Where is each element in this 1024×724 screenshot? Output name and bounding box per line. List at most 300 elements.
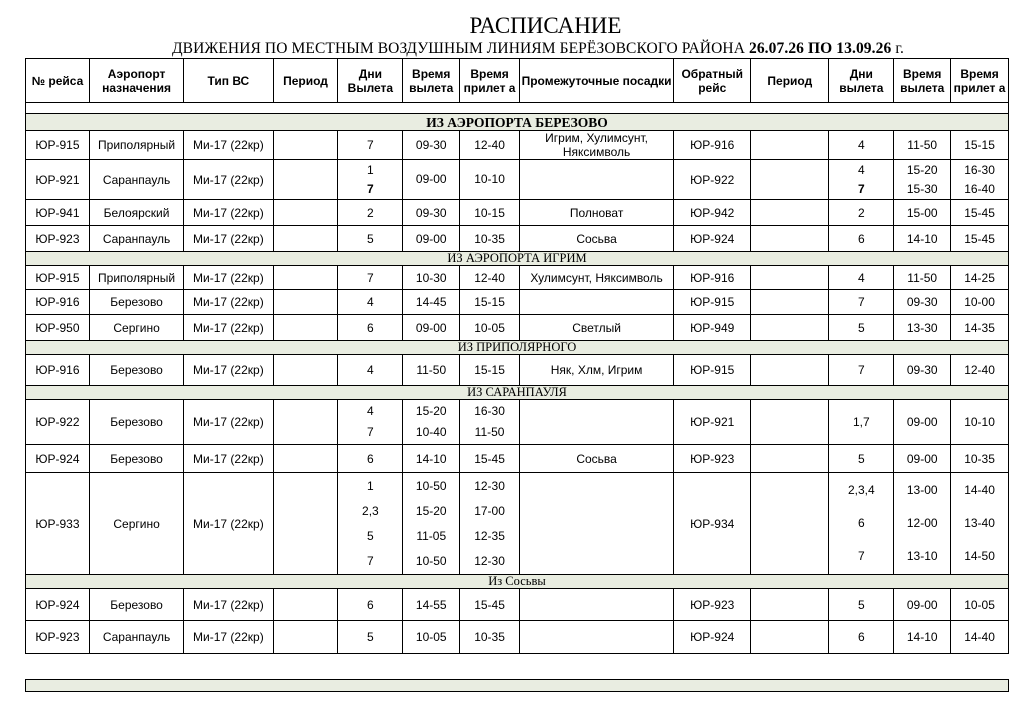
rdays-value: 5 xyxy=(857,451,865,466)
rarr-cell xyxy=(951,266,1009,290)
section-title: ИЗ АЭРОПОРТА БЕРЕЗОВО xyxy=(26,114,1009,131)
section-header xyxy=(26,252,1009,266)
period-cell xyxy=(273,226,338,252)
return-period-cell xyxy=(751,290,829,315)
rarr-value: 10-05 xyxy=(964,597,995,612)
type-cell: Ми-17 (22кр) xyxy=(184,400,273,445)
header-row xyxy=(26,59,1009,103)
arr-value: 15-45 xyxy=(474,451,505,466)
rarr-cell xyxy=(951,315,1009,341)
dep-value: 10-30 xyxy=(415,270,447,285)
arr-value: 11-50 xyxy=(474,425,505,439)
days-value: 5 xyxy=(367,630,374,644)
rdep-value: 11-50 xyxy=(907,138,938,152)
type-cell: Ми-17 (22кр) xyxy=(184,226,273,252)
days-value: 6 xyxy=(367,320,374,335)
section-header xyxy=(26,575,1009,589)
rdays-cell xyxy=(829,589,894,621)
col-return-departure: Время вылета xyxy=(894,59,951,103)
rdays-cell xyxy=(829,621,894,654)
section-gap-cell xyxy=(26,103,1009,114)
return-period-cell xyxy=(751,226,829,252)
stops-cell xyxy=(519,589,673,621)
page-title: РАСПИСАНИЕ xyxy=(469,13,622,38)
num-cell: ЮР-923 xyxy=(26,621,90,654)
dep-cell xyxy=(403,315,460,341)
dep-value: 09-30 xyxy=(415,138,447,152)
rdays-value: 6 xyxy=(857,630,865,644)
rdays-value: 1,7 xyxy=(852,415,870,429)
days-cell xyxy=(338,226,403,252)
dep-cell xyxy=(403,290,460,315)
rarr-value: 15-45 xyxy=(964,205,995,220)
return-period-cell xyxy=(751,131,829,160)
rdep-value: 13-10 xyxy=(906,549,938,563)
days-value: 7 xyxy=(367,425,374,439)
table-row xyxy=(26,131,1009,160)
num-cell: ЮР-950 xyxy=(26,315,90,341)
rdep-cell xyxy=(894,621,951,654)
days-value: 2,3 xyxy=(362,503,379,518)
rdays-cell xyxy=(829,200,894,226)
period-cell xyxy=(273,445,338,473)
dep-cell xyxy=(403,266,460,290)
rarr-cell xyxy=(951,131,1009,160)
rarr-value: 10-35 xyxy=(964,451,995,466)
stops-cell: Игрим, Хулимсунт, Няксимволь xyxy=(519,131,673,160)
days-cell xyxy=(338,445,403,473)
dep-value: 14-10 xyxy=(415,451,447,466)
ret-cell: ЮР-942 xyxy=(674,200,751,226)
arr-value: 12-35 xyxy=(474,528,505,543)
col-flight-number: № рейса xyxy=(26,59,90,103)
days-value: 7 xyxy=(367,138,374,152)
dest-cell: Березово xyxy=(89,400,183,445)
section-title: ИЗ АЭРОПОРТА ИГРИМ xyxy=(26,252,1009,266)
period-cell xyxy=(273,290,338,315)
dep-value: 10-05 xyxy=(415,630,447,644)
dep-value: 10-50 xyxy=(415,478,447,493)
type-cell: Ми-17 (22кр) xyxy=(184,355,273,386)
rarr-cell xyxy=(951,400,1009,445)
num-cell: ЮР-924 xyxy=(26,445,90,473)
days-cell xyxy=(338,131,403,160)
rarr-value: 10-10 xyxy=(964,415,995,429)
arr-cell xyxy=(460,473,520,575)
table-row xyxy=(26,290,1009,315)
arr-value: 15-15 xyxy=(474,363,505,377)
rdep-cell xyxy=(894,445,951,473)
rarr-cell xyxy=(951,621,1009,654)
table-row xyxy=(26,445,1009,473)
days-cell xyxy=(338,290,403,315)
rdays-value: 7 xyxy=(857,549,865,563)
stops-cell: Полноват xyxy=(519,200,673,226)
arr-value: 12-30 xyxy=(474,553,505,568)
dep-value: 10-50 xyxy=(415,553,447,568)
num-cell: ЮР-915 xyxy=(26,131,90,160)
rdep-cell xyxy=(894,355,951,386)
rdays-cell xyxy=(829,473,894,575)
col-departure: Время вылета xyxy=(403,59,460,103)
section-gap xyxy=(26,103,1009,114)
arr-value: 12-30 xyxy=(474,478,505,493)
return-period-cell xyxy=(751,200,829,226)
arr-value: 16-30 xyxy=(474,404,505,418)
days-cell xyxy=(338,589,403,621)
dest-cell: Березово xyxy=(89,355,183,386)
num-cell: ЮР-941 xyxy=(26,200,90,226)
rdays-cell xyxy=(829,400,894,445)
days-value: 1 xyxy=(367,162,374,177)
rarr-cell xyxy=(951,160,1009,200)
rdep-value: 14-10 xyxy=(906,231,938,246)
dest-cell: Сергино xyxy=(89,315,183,341)
period-cell xyxy=(273,266,338,290)
ret-cell: ЮР-922 xyxy=(674,160,751,200)
rarr-value: 14-50 xyxy=(964,549,995,563)
return-period-cell xyxy=(751,400,829,445)
dep-value: 10-40 xyxy=(415,425,447,439)
return-period-cell xyxy=(751,160,829,200)
stops-cell xyxy=(519,621,673,654)
table-row xyxy=(26,266,1009,290)
arr-value: 17-00 xyxy=(474,503,505,518)
arr-value: 10-10 xyxy=(474,172,505,186)
arr-cell xyxy=(460,621,520,654)
arr-value: 10-15 xyxy=(474,205,505,220)
rdep-cell xyxy=(894,160,951,200)
col-arrival: Время прилет а xyxy=(460,59,520,103)
type-cell: Ми-17 (22кр) xyxy=(184,160,273,200)
stops-cell: Няк, Хлм, Игрим xyxy=(519,355,673,386)
rarr-cell xyxy=(951,290,1009,315)
dep-value: 09-30 xyxy=(415,205,447,220)
ret-cell: ЮР-924 xyxy=(674,621,751,654)
rdep-cell xyxy=(894,473,951,575)
arr-value: 10-05 xyxy=(474,320,505,335)
days-cell xyxy=(338,160,403,200)
rarr-cell xyxy=(951,226,1009,252)
period-cell xyxy=(273,160,338,200)
days-cell xyxy=(338,473,403,575)
table-row xyxy=(26,400,1009,445)
table-row xyxy=(26,355,1009,386)
rdays-value: 2,3,4 xyxy=(847,483,875,497)
rdays-value: 5 xyxy=(857,320,865,335)
stops-cell xyxy=(519,290,673,315)
type-cell: Ми-17 (22кр) xyxy=(184,290,273,315)
days-value: 4 xyxy=(367,363,374,377)
arr-cell xyxy=(460,315,520,341)
rarr-value: 14-40 xyxy=(964,483,995,497)
type-cell: Ми-17 (22кр) xyxy=(184,589,273,621)
days-value: 4 xyxy=(367,404,374,418)
arr-value: 10-35 xyxy=(474,231,505,246)
return-period-cell xyxy=(751,315,829,341)
subtitle-main: ДВИЖЕНИЯ ПО МЕСТНЫМ ВОЗДУШНЫМ ЛИНИЯМ БЕРЁЗОВСКОГО РАЙОНА xyxy=(171,40,749,57)
rdays-cell xyxy=(829,445,894,473)
ret-cell: ЮР-923 xyxy=(674,445,751,473)
stops-cell xyxy=(519,160,673,200)
type-cell: Ми-17 (22кр) xyxy=(184,473,273,575)
rdep-cell xyxy=(894,226,951,252)
period-cell xyxy=(273,400,338,445)
dep-value: 15-20 xyxy=(415,404,447,418)
rarr-value: 15-15 xyxy=(964,138,995,152)
rdays-value: 4 xyxy=(857,138,865,152)
return-period-cell xyxy=(751,355,829,386)
dep-value: 14-45 xyxy=(415,295,447,309)
num-cell: ЮР-921 xyxy=(26,160,90,200)
rarr-value: 16-40 xyxy=(964,181,995,196)
rdep-value: 15-00 xyxy=(906,205,938,220)
dest-cell: Приполярный xyxy=(89,266,183,290)
rdep-cell xyxy=(894,290,951,315)
rdays-cell xyxy=(829,226,894,252)
dest-cell: Белоярский xyxy=(89,200,183,226)
dep-cell xyxy=(403,200,460,226)
rdays-cell xyxy=(829,266,894,290)
period-cell xyxy=(273,621,338,654)
stops-cell: Хулимсунт, Няксимволь xyxy=(519,266,673,290)
stops-cell xyxy=(519,400,673,445)
rarr-value: 10-00 xyxy=(964,295,995,309)
col-return-flight: Обратный рейс xyxy=(674,59,751,103)
dep-cell xyxy=(403,473,460,575)
col-return-days: Дни вылета xyxy=(829,59,894,103)
arr-value: 15-45 xyxy=(474,597,505,612)
table-footer-band xyxy=(25,679,1009,692)
return-period-cell xyxy=(751,589,829,621)
days-value: 6 xyxy=(367,597,374,612)
days-value: 7 xyxy=(367,181,374,196)
dep-cell xyxy=(403,445,460,473)
return-period-cell xyxy=(751,266,829,290)
arr-cell xyxy=(460,266,520,290)
days-cell xyxy=(338,400,403,445)
period-cell xyxy=(273,473,338,575)
section-title: Из Сосьвы xyxy=(26,575,1009,589)
rarr-value: 14-25 xyxy=(964,270,995,285)
rdep-cell xyxy=(894,589,951,621)
rdays-cell xyxy=(829,315,894,341)
table-row xyxy=(26,621,1009,654)
rdep-cell xyxy=(894,200,951,226)
rdays-value: 6 xyxy=(857,516,865,530)
rarr-value: 14-35 xyxy=(964,320,995,335)
schedule-table xyxy=(25,58,1009,654)
rdep-value: 15-30 xyxy=(906,181,938,196)
days-cell xyxy=(338,315,403,341)
days-value: 7 xyxy=(367,270,374,285)
rdays-cell xyxy=(829,160,894,200)
schedule-body xyxy=(26,103,1009,654)
arr-cell xyxy=(460,290,520,315)
dest-cell: Березово xyxy=(89,589,183,621)
dep-cell xyxy=(403,400,460,445)
rarr-cell xyxy=(951,355,1009,386)
dep-value: 11-05 xyxy=(416,528,447,543)
ret-cell: ЮР-915 xyxy=(674,355,751,386)
subtitle-dates: 26.07.26 ПО 13.09.26 xyxy=(748,40,892,57)
rdep-value: 09-00 xyxy=(906,415,938,429)
period-cell xyxy=(273,131,338,160)
return-period-cell xyxy=(751,621,829,654)
num-cell: ЮР-923 xyxy=(26,226,90,252)
dest-cell: Приполярный xyxy=(89,131,183,160)
num-cell: ЮР-916 xyxy=(26,355,90,386)
section-title: ИЗ САРАНПАУЛЯ xyxy=(26,386,1009,400)
rdep-value: 09-30 xyxy=(906,295,938,309)
rdep-cell xyxy=(894,315,951,341)
col-return-period: Период xyxy=(751,59,829,103)
arr-value: 15-15 xyxy=(474,295,505,309)
type-cell: Ми-17 (22кр) xyxy=(184,315,273,341)
section-header xyxy=(26,114,1009,131)
rdep-value: 12-00 xyxy=(906,516,938,530)
rdays-value: 2 xyxy=(857,205,865,220)
dest-cell: Саранпауль xyxy=(89,226,183,252)
rdays-value: 7 xyxy=(857,363,865,377)
days-value: 5 xyxy=(367,528,374,543)
dep-value: 11-50 xyxy=(416,363,447,377)
table-row xyxy=(26,473,1009,575)
ret-cell: ЮР-921 xyxy=(674,400,751,445)
stops-cell xyxy=(519,473,673,575)
days-cell xyxy=(338,200,403,226)
rarr-value: 14-40 xyxy=(964,630,995,644)
rarr-value: 15-45 xyxy=(964,231,995,246)
dep-cell xyxy=(403,131,460,160)
rdep-value: 15-20 xyxy=(906,162,938,177)
table-row xyxy=(26,160,1009,200)
arr-value: 12-40 xyxy=(474,270,505,285)
arr-cell xyxy=(460,445,520,473)
days-value: 4 xyxy=(367,295,374,309)
table-row xyxy=(26,589,1009,621)
dep-cell xyxy=(403,160,460,200)
arr-cell xyxy=(460,226,520,252)
rarr-cell xyxy=(951,473,1009,575)
dest-cell: Березово xyxy=(89,290,183,315)
col-aircraft-type: Тип ВС xyxy=(184,59,273,103)
type-cell: Ми-17 (22кр) xyxy=(184,621,273,654)
arr-cell xyxy=(460,131,520,160)
period-cell xyxy=(273,355,338,386)
col-return-arrival: Время прилет а xyxy=(951,59,1009,103)
rdays-value: 5 xyxy=(857,597,865,612)
rdays-value: 6 xyxy=(857,231,865,246)
ret-cell: ЮР-934 xyxy=(674,473,751,575)
type-cell: Ми-17 (22кр) xyxy=(184,200,273,226)
col-period: Период xyxy=(273,59,338,103)
rdep-value: 09-30 xyxy=(906,363,938,377)
return-period-cell xyxy=(751,445,829,473)
ret-cell: ЮР-949 xyxy=(674,315,751,341)
arr-cell xyxy=(460,589,520,621)
col-days: Дни Вылета xyxy=(338,59,403,103)
rdep-value: 13-00 xyxy=(906,483,938,497)
rdep-value: 14-10 xyxy=(906,630,938,644)
num-cell: ЮР-922 xyxy=(26,400,90,445)
stops-cell: Светлый xyxy=(519,315,673,341)
table-row xyxy=(26,315,1009,341)
rdep-value: 09-00 xyxy=(906,597,938,612)
rdays-value: 7 xyxy=(857,295,865,309)
ret-cell: ЮР-916 xyxy=(674,131,751,160)
dest-cell: Сергино xyxy=(89,473,183,575)
arr-cell xyxy=(460,160,520,200)
rarr-cell xyxy=(951,200,1009,226)
ret-cell: ЮР-924 xyxy=(674,226,751,252)
period-cell xyxy=(273,200,338,226)
days-cell xyxy=(338,355,403,386)
dep-cell xyxy=(403,226,460,252)
rdays-cell xyxy=(829,131,894,160)
section-header xyxy=(26,341,1009,355)
stops-cell: Сосьва xyxy=(519,226,673,252)
section-header xyxy=(26,386,1009,400)
dep-cell xyxy=(403,589,460,621)
dep-cell xyxy=(403,621,460,654)
page-subtitle xyxy=(0,40,1024,58)
subtitle-end: г. xyxy=(891,40,905,57)
ret-cell: ЮР-915 xyxy=(674,290,751,315)
rarr-cell xyxy=(951,589,1009,621)
col-destination: Аэропорт назначения xyxy=(89,59,183,103)
rdep-cell xyxy=(894,131,951,160)
dep-value: 09-00 xyxy=(415,320,447,335)
num-cell: ЮР-924 xyxy=(26,589,90,621)
stops-cell: Сосьва xyxy=(519,445,673,473)
rdep-cell xyxy=(894,266,951,290)
rarr-value: 16-30 xyxy=(964,162,995,177)
days-value: 2 xyxy=(367,205,374,220)
days-value: 1 xyxy=(367,478,374,493)
dep-value: 09-00 xyxy=(415,172,447,186)
rdep-value: 09-00 xyxy=(906,451,938,466)
arr-cell xyxy=(460,400,520,445)
arr-cell xyxy=(460,200,520,226)
days-cell xyxy=(338,266,403,290)
table-row xyxy=(26,200,1009,226)
rdays-cell xyxy=(829,290,894,315)
rarr-cell xyxy=(951,445,1009,473)
col-stops: Промежуточные посадки xyxy=(519,59,673,103)
period-cell xyxy=(273,315,338,341)
table-row xyxy=(26,226,1009,252)
rdays-value: 7 xyxy=(857,181,865,196)
type-cell: Ми-17 (22кр) xyxy=(184,266,273,290)
ret-cell: ЮР-916 xyxy=(674,266,751,290)
period-cell xyxy=(273,589,338,621)
dep-value: 09-00 xyxy=(415,231,447,246)
rarr-value: 13-40 xyxy=(964,516,995,530)
days-value: 5 xyxy=(367,231,374,246)
dest-cell: Березово xyxy=(89,445,183,473)
type-cell: Ми-17 (22кр) xyxy=(184,131,273,160)
rdep-value: 11-50 xyxy=(907,270,938,285)
rdays-cell xyxy=(829,355,894,386)
days-value: 6 xyxy=(367,451,374,466)
type-cell: Ми-17 (22кр) xyxy=(184,445,273,473)
rdays-value: 4 xyxy=(857,270,865,285)
num-cell: ЮР-916 xyxy=(26,290,90,315)
rdep-value: 13-30 xyxy=(906,320,938,335)
rdays-value: 4 xyxy=(857,162,865,177)
dep-value: 15-20 xyxy=(415,503,447,518)
